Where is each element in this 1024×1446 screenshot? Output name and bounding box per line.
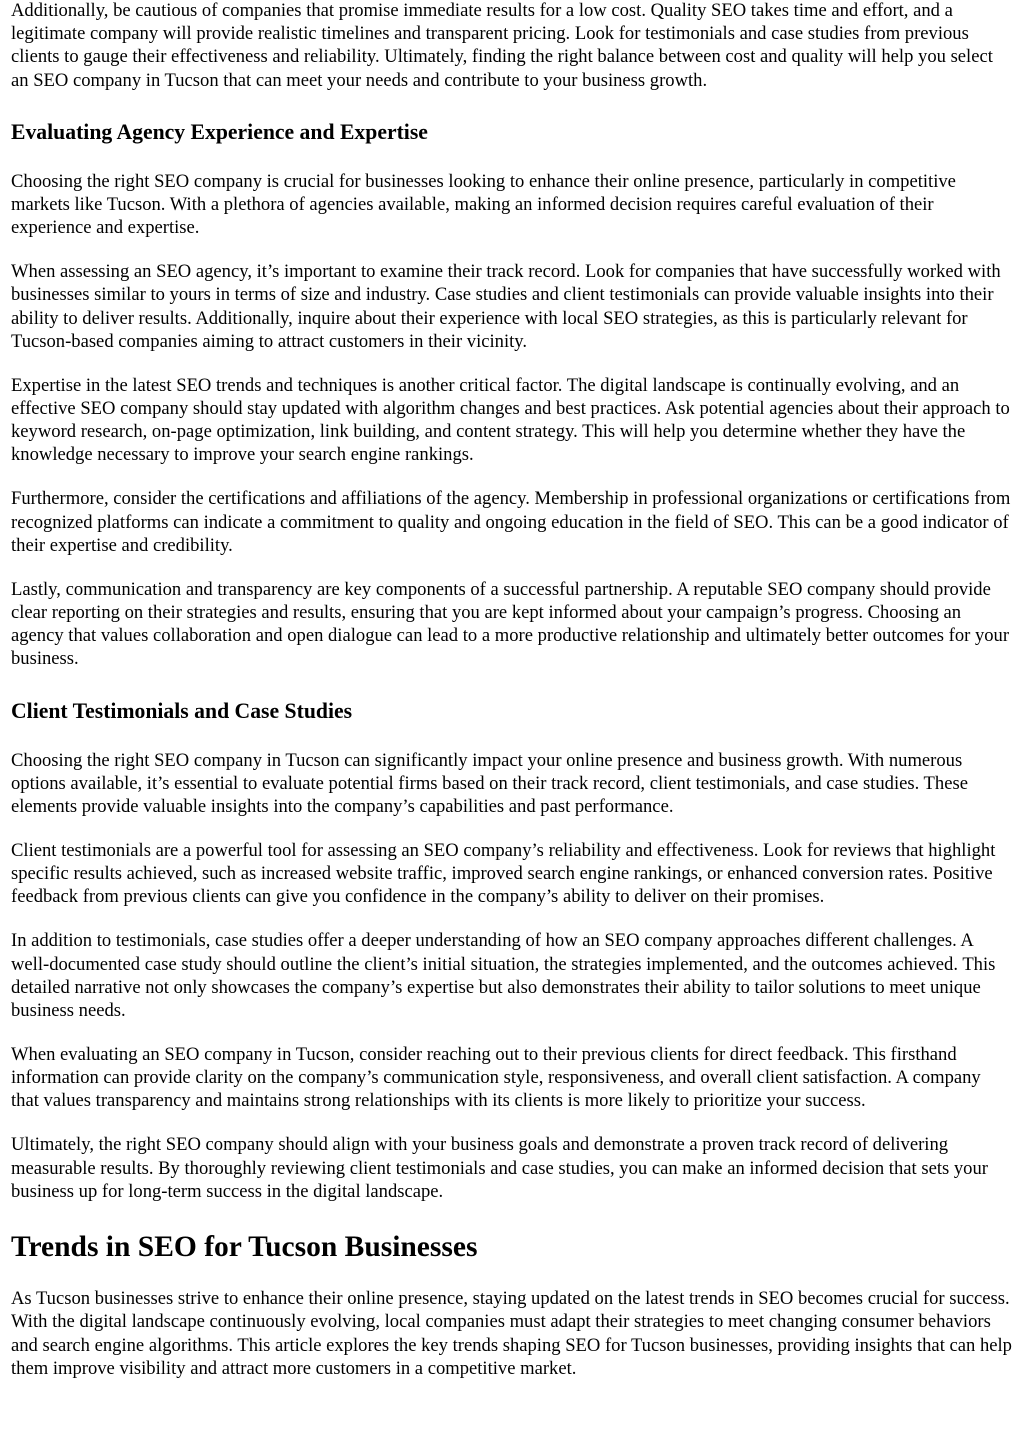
section-heading-testimonials: Client Testimonials and Case Studies xyxy=(11,698,353,723)
section-heading-agency-experience: Evaluating Agency Experience and Expertise xyxy=(11,119,428,144)
paragraph: As Tucson businesses strive to enhance their online presence, staying updated on the latest trends in SEO becomes crucial for success. With the digital landscape continuously evolving, local companies must adapt their strategies to meet changing consumer behaviors and search engine algorithms. This article explores the key trends shaping SEO for Tucson businesses, providing insights that can help them improve visibility and attract more customers in a competitive market. xyxy=(11,1288,1012,1379)
paragraph: Ultimately, the right SEO company should align with your business goals and demonstrate a proven track record of delivering measurable results. By thoroughly reviewing client testimonials and case studies, you can make an informed decision that sets your business up for long-term success in the digital landscape. xyxy=(11,1134,988,1202)
paragraph: Lastly, communication and transparency are key components of a successful partnership. A reputable SEO company should provide clear reporting on their strategies and results, ensuring that you are kept informed about your campaign’s progress. Choosing an agency that values collaboration and open dialogue can lead to a more productive relationship and ultimately better outcomes for your business. xyxy=(11,578,1010,670)
paragraph: Choosing the right SEO company in Tucson can significantly impact your online presence and business growth. With numerous options available, it’s essential to evaluate potential firms based on their track record, client testimonials, and case studies. These elements provide valuable insights into the company’s capabilities and past performance. xyxy=(11,749,968,818)
paragraph: Expertise in the latest SEO trends and techniques is another critical factor. The digital landscape is continually evolving, and an effective SEO company should stay updated with algorithm changes and best practices. Ask potential agencies about their approach to keyword research, on-page optimization, link building, and content strategy. This will help you determine whether they have the knowledge necessary to improve your search engine rankings. xyxy=(11,374,1010,466)
paragraph: Client testimonials are a powerful tool for assessing an SEO company’s reliability and effectiveness. Look for reviews that highlight specific results achieved, such as increased website traffic, improved search engine rankings, or enhanced conversion rates. Positive feedback from previous clients can give you confidence in the company’s ability to deliver on their promises. xyxy=(11,840,996,908)
paragraph: When assessing an SEO agency, it’s important to examine their track record. Look for companies that have successfully worked with businesses similar to yours in terms of size and industry. Case studies and client testimonials can provide valuable insights into their ability to deliver results. Additionally, inquire about their experience with local SEO strategies, as this is particularly relevant for Tucson-based companies aiming to attract customers in their vicinity. xyxy=(11,261,1001,352)
paragraph: Choosing the right SEO company is crucial for businesses looking to enhance their online presence, particularly in competitive markets like Tucson. With a plethora of agencies available, making an informed decision requires careful evaluation of their experience and expertise. xyxy=(11,170,956,239)
paragraph: When evaluating an SEO company in Tucson, consider reaching out to their previous clients for direct feedback. This firsthand information can provide clarity on the company’s communication style, responsiveness, and overall client satisfaction. A company that values transparency and maintains strong relationships with its clients is more likely to prioritize your success. xyxy=(11,1044,981,1112)
paragraph: Furthermore, consider the certifications and affiliations of the agency. Membership in professional organizations or certifications from recognized platforms can indicate a commitment to quality and ongoing education in the field of SEO. This can be a good indicator of their expertise and credibility. xyxy=(11,488,1011,556)
paragraph: In addition to testimonials, case studies offer a deeper understanding of how an SEO company approaches different challenges. A well-documented case study should outline the client’s initial situation, the strategies implemented, and the outcomes achieved. This detailed narrative not only showcases the company’s expertise but also demonstrates their ability to tailor solutions to meet unique business needs. xyxy=(11,930,996,1022)
intro-paragraph: Additionally, be cautious of companies that promise immediate results for a low cost. Quality SEO takes time and effort, and a legitimate company will provide realistic timelines and transparent pricing. Look for testimonials and case studies from previous clients to gauge their effectiveness and reliability. Ultimately, finding the right balance between cost and quality will help you select an SEO company in Tucson that can meet your needs and contribute to your business growth. xyxy=(11,0,993,91)
section-heading-seo-trends: Trends in SEO for Tucson Businesses xyxy=(11,1231,478,1264)
